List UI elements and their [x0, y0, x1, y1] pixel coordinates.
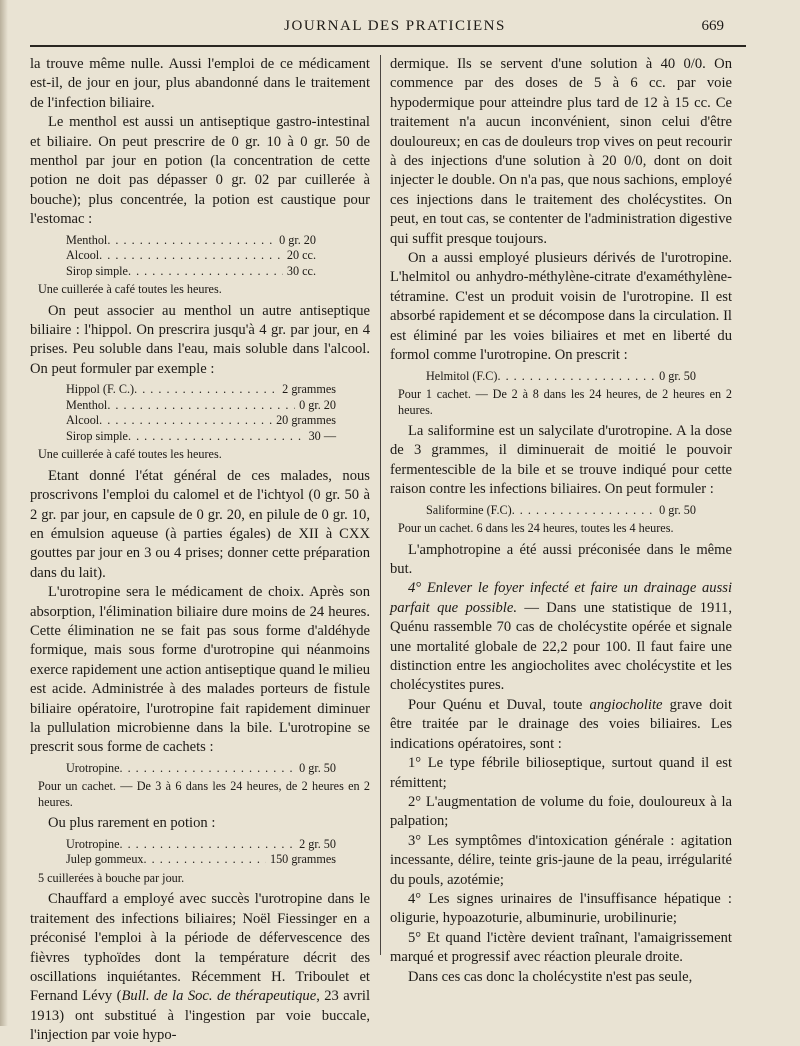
prescription-line: Alcool . . . 20 cc. [66, 248, 316, 264]
prescription-hippol [66, 382, 370, 444]
prescription-line: Menthol . . . 0 gr. 20 [66, 233, 316, 249]
paragraph: Pour Quénu et Duval, toute angiocholite grave doit être traitée par le drainage des voies biliaires. Les indications opératoires, sont : [390, 696, 732, 752]
header-rule [30, 45, 746, 47]
citation: Bull. de la Soc. de thérapeutique [121, 988, 317, 1005]
prescription-line: Julep gommeux . . . 150 grammes [66, 852, 336, 868]
paragraph: 4° Enlever le foyer infecté et faire un drainage aussi parfait que possible. — Dans une statistique de 1911, Quénu rassemble 70 cas de cholécystite opérée et signale une mortalité globale de 22,2 pour 100. Il faut faire une distinction entre les angiocholites avec cholécystite et les cholécystites pures. [390, 580, 732, 694]
paragraph: On peut associer au menthol un autre antiseptique biliaire : l'hippol. On prescrira jusqu'à 4 gr. par jour, en 4 prises. Peu soluble dans l'eau, mais soluble dans l'alcool. On peut formuler par exemple : [30, 302, 370, 377]
journal-title: JOURNAL DES PRATICIENS [284, 18, 506, 34]
list-item: 1° Le type fébrile bilioseptique, surtout quand il est rémittent; [390, 755, 732, 791]
emphasis: angiocholite [589, 696, 663, 713]
right-column [390, 55, 732, 987]
running-header [30, 18, 760, 40]
prescription-line: Menthol . . . 0 gr. 20 [66, 398, 336, 414]
prescription-line: Saliformine (F.C) . . . 0 gr. 50 [426, 503, 696, 519]
prescription-note: Une cuillerée à café toutes les heures. [38, 282, 222, 297]
paragraph: L'urotropine sera le médicament de choix. Après son absorption, l'élimination biliaire dure moins de 24 heures. Cette élimination ne se fait pas sous forme d'aldéhyde formique, mais sous forme d'urotropine qui néanmoins exerce rapidement une action antiseptique quand le milieu est acide. Administrée à des malades porteurs de fistule biliaire opératoire, l'urotropine fait rapidement diminuer la pullulation microbienne dans la bile. L'urotropine se prescrit sous forme de cachets : [30, 584, 370, 756]
section-heading: 4° Enlever le foyer infecté et faire un drainage aussi parfait que possible. [390, 580, 732, 616]
prescription-line: Hippol (F. C.) . . . 2 grammes [66, 382, 336, 398]
prescription-note: Pour un cachet. — De 3 à 6 dans les 24 heures, de 2 heures en 2 heures. [38, 779, 370, 809]
prescription-line: Sirop simple . . . 30 — [66, 429, 336, 445]
paragraph: Ou plus rarement en potion : [48, 815, 216, 832]
paragraph: Etant donné l'état général de ces malades, nous proscrivons l'emploi du calomel et de l'ichtyol (0 gr. 50 à 2 gr. par jour, en capsule de 0 gr. 20, en pilule de 0 gr. 10, en émulsion aqueuse (à parties égales) de XII à CXX gouttes par jour en 3 ou 4 prises; donner cette préparation dans du lait). [30, 467, 370, 581]
list-item: 4° Les signes urinaires de l'insuffisance hépatique : oligurie, hypoazoturie, albuminurie, urobilinurie; [390, 890, 732, 927]
list-item: 2° L'augmentation de volume du foie, douloureux à la palpation; [390, 793, 732, 830]
prescription-menthol [66, 233, 370, 280]
prescription-helmitol [426, 369, 732, 385]
list-item: 3° Les symptômes d'intoxication générale : agitation incessante, délire, teinte gris-jaune de la peau, irrégularité du pouls, azotémie; [390, 832, 732, 888]
page-binding-shadow [0, 0, 8, 1026]
prescription-urotropine-cachet [66, 761, 370, 777]
paragraph: Le menthol est aussi un antiseptique gastro-intestinal et biliaire. On peut prescrire de 0 gr. 10 à 0 gr. 50 de menthol par jour en potion (la concentration de cette potion ne doit pas dépasser 0 gr. 02 par cuillerée à bouche); plus concentrée, la potion est caustique pour l'estomac : [30, 114, 370, 228]
paragraph: la trouve même nulle. Aussi l'emploi de ce médicament est-il, de jour en jour, plus abandonné dans le traitement de l'infection biliaire. [30, 56, 370, 111]
prescription-line: Urotropine . . . 0 gr. 50 [66, 761, 336, 777]
prescription-line: Alcool . . . 20 grammes [66, 413, 336, 429]
paragraph: La saliformine est un salycilate d'urotropine. A la dose de 3 grammes, il diminuerait de moitié le pouvoir fermentescible de la bile et se trouve indiqué pour cette raison contre les infections biliaires. On peut formuler : [390, 423, 732, 498]
prescription-note: 5 cuillerées à bouche par jour. [38, 870, 185, 885]
prescription-line: Sirop simple . . . 30 cc. [66, 264, 316, 280]
prescription-urotropine-potion [66, 837, 370, 868]
prescription-note: Pour 1 cachet. — De 2 à 8 dans les 24 heures, de 2 heures en 2 heures. [398, 387, 732, 417]
paragraph: Chauffard a employé avec succès l'urotropine dans le traitement des infections biliaires; Noël Fiessinger en a préconisé l'emploi à la période de défervescence des fièvres typhoïdes dont la température décrit des oscillations inquiétantes. Récemment H. Triboulet et Fernand Lévy (Bull. de la Soc. de thérapeutique, 23 avril 1913) ont substitué à l'ingestion par voie buccale, l'injection par voie hypo- [30, 891, 371, 1044]
paragraph: On a aussi employé plusieurs dérivés de l'urotropine. L'helmitol ou anhydro-méthylène-citrate d'examéthylène-tétramine. C'est un produit voisin de l'urotropine. Il est absorbé rapidement et se décompose dans la circulation. Il est éliminé par les voies biliaires et met en liberté du formol comme l'urotropine. On prescrit : [390, 250, 732, 364]
page-number: 669 [701, 18, 724, 34]
left-column [30, 55, 370, 1046]
column-separator [380, 55, 381, 955]
list-item: 5° Et quand l'ictère devient traînant, l'amaigrissement marqué et progressif avec réaction pleurale droite. [390, 929, 732, 966]
paragraph: Dans ces cas donc la cholécystite n'est pas seule, [408, 968, 693, 985]
prescription-line: Urotropine . . . 2 gr. 50 [66, 837, 336, 853]
prescription-line: Helmitol (F.C) . . . 0 gr. 50 [426, 369, 696, 385]
paragraph: L'amphotropine a été aussi préconisée dans le même but. [390, 541, 732, 578]
paragraph: dermique. Ils se servent d'une solution à 40 0/0. On commence par des doses de 5 à 6 cc. par voie hypodermique pour atteindre plus tard de 12 à 15 cc. Ce traitement n'a aucun inconvénient, sinon celui d'être douloureux; en cas de douleurs trop vives on peut recourir à des injections d'une solution à 20 0/0, dont on doit injecter le double. On n'a pas, que nous sachions, employé ces injections dans le traitement des cholécystites. On peut, en tout cas, se contenter de l'administration digestive qui suffit presque toujours. [390, 56, 732, 247]
prescription-saliformine [426, 503, 732, 519]
prescription-note: Pour un cachet. 6 dans les 24 heures, toutes les 4 heures. [398, 521, 674, 536]
prescription-note: Une cuillerée à café toutes les heures. [38, 447, 222, 462]
